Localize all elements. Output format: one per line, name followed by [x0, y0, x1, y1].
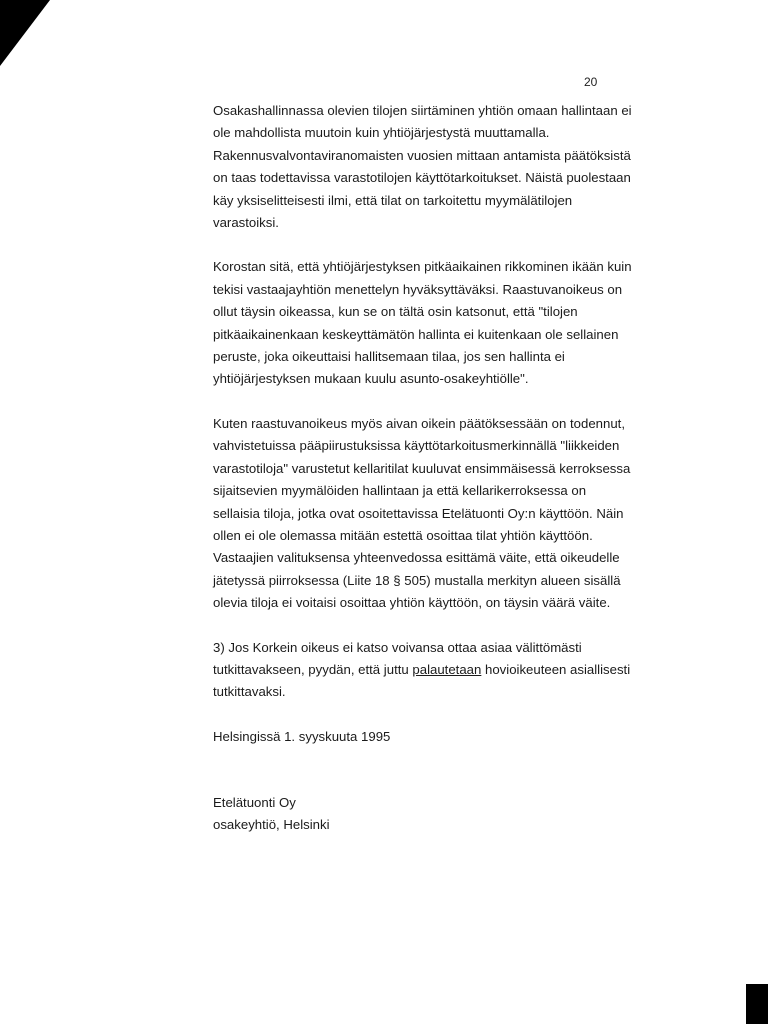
underlined-word: palautetaan [412, 661, 482, 677]
paragraph-3: Kuten raastuvanoikeus myös aivan oikein päätöksessään on todennut, vahvistetuissa pääpiirustuksissa käyttötarkoitusmerkinnällä "liikkeiden varastotiloja" varustetut kellaritilat kuuluvat ensimmäisessä kerroksessa sijaitsevien myymälöiden hallintaan ja että kellarikerroksessa on sellaisia tiloja, jotka ovat osoitettavissa Etelätuonti Oy:n käyttöön. Näin ollen ei ole olemassa mitään estettä osoittaa tilat yhtiön käyttöön. Vastaajien valituksensa yhteenvedossa esittämä väite, että oikeudelle jätetyssä piirroksessa (Liite 18 § 505) mustalla merkityn alueen sisällä olevia tiloja ei voitaisi osoittaa yhtiön käyttöön, on täysin väärä väite. [213, 415, 631, 611]
scan-corner-shadow [0, 0, 50, 66]
signature-descriptor: osakeyhtiö, Helsinki [213, 817, 330, 833]
signature-company: Etelätuonti Oy [213, 795, 296, 811]
paragraph-4 [213, 637, 635, 704]
paragraph-1: Osakashallinnassa olevien tilojen siirtäminen yhtiön omaan hallintaan ei ole mahdollista muutoin kuin yhtiöjärjestystä muuttamalla. Rakennusvalvontaviranomaisten vuosien mittaan antamista päätöksistä on taas todettavissa varastotilojen käyttötarkoitukset. Näistä puolestaan käy yksiselitteisesti ilmi, että tilat on tarkoitettu myymälätilojen varastoiksi. [213, 103, 632, 231]
page-number: 20 [584, 75, 598, 89]
document-body [213, 100, 635, 836]
date-line: Helsingissä 1. syyskuuta 1995 [213, 728, 391, 744]
paragraph-4-text-after: hovioikeuteen asiallisesti tutkittavaksi. [213, 661, 631, 700]
signature-block [213, 792, 635, 836]
paragraph-2: Korostan sitä, että yhtiöjärjestyksen pitkäaikainen rikkominen ikään kuin tekisi vastaajayhtiön menettelyn hyväksyttäväksi. Raastuvanoikeus on ollut täysin oikeassa, kun se on tältä osin katsonut, että "tilojen pitkäaikainenkaan keskeyttämätön hallinta ei kuitenkaan ole sellainen peruste, joka oikeuttaisi hallitsemaan tilaa, jos sen hallinta ei yhtiöjärjestyksen mukaan kuulu asunto-osakeyhtiölle". [213, 259, 632, 387]
paragraph-4-text-before: 3) Jos Korkein oikeus ei katso voivansa ottaa asiaa välittömästi tutkittavakseen, pyydän, että juttu [213, 639, 582, 677]
scan-edge-shadow [746, 984, 768, 1024]
